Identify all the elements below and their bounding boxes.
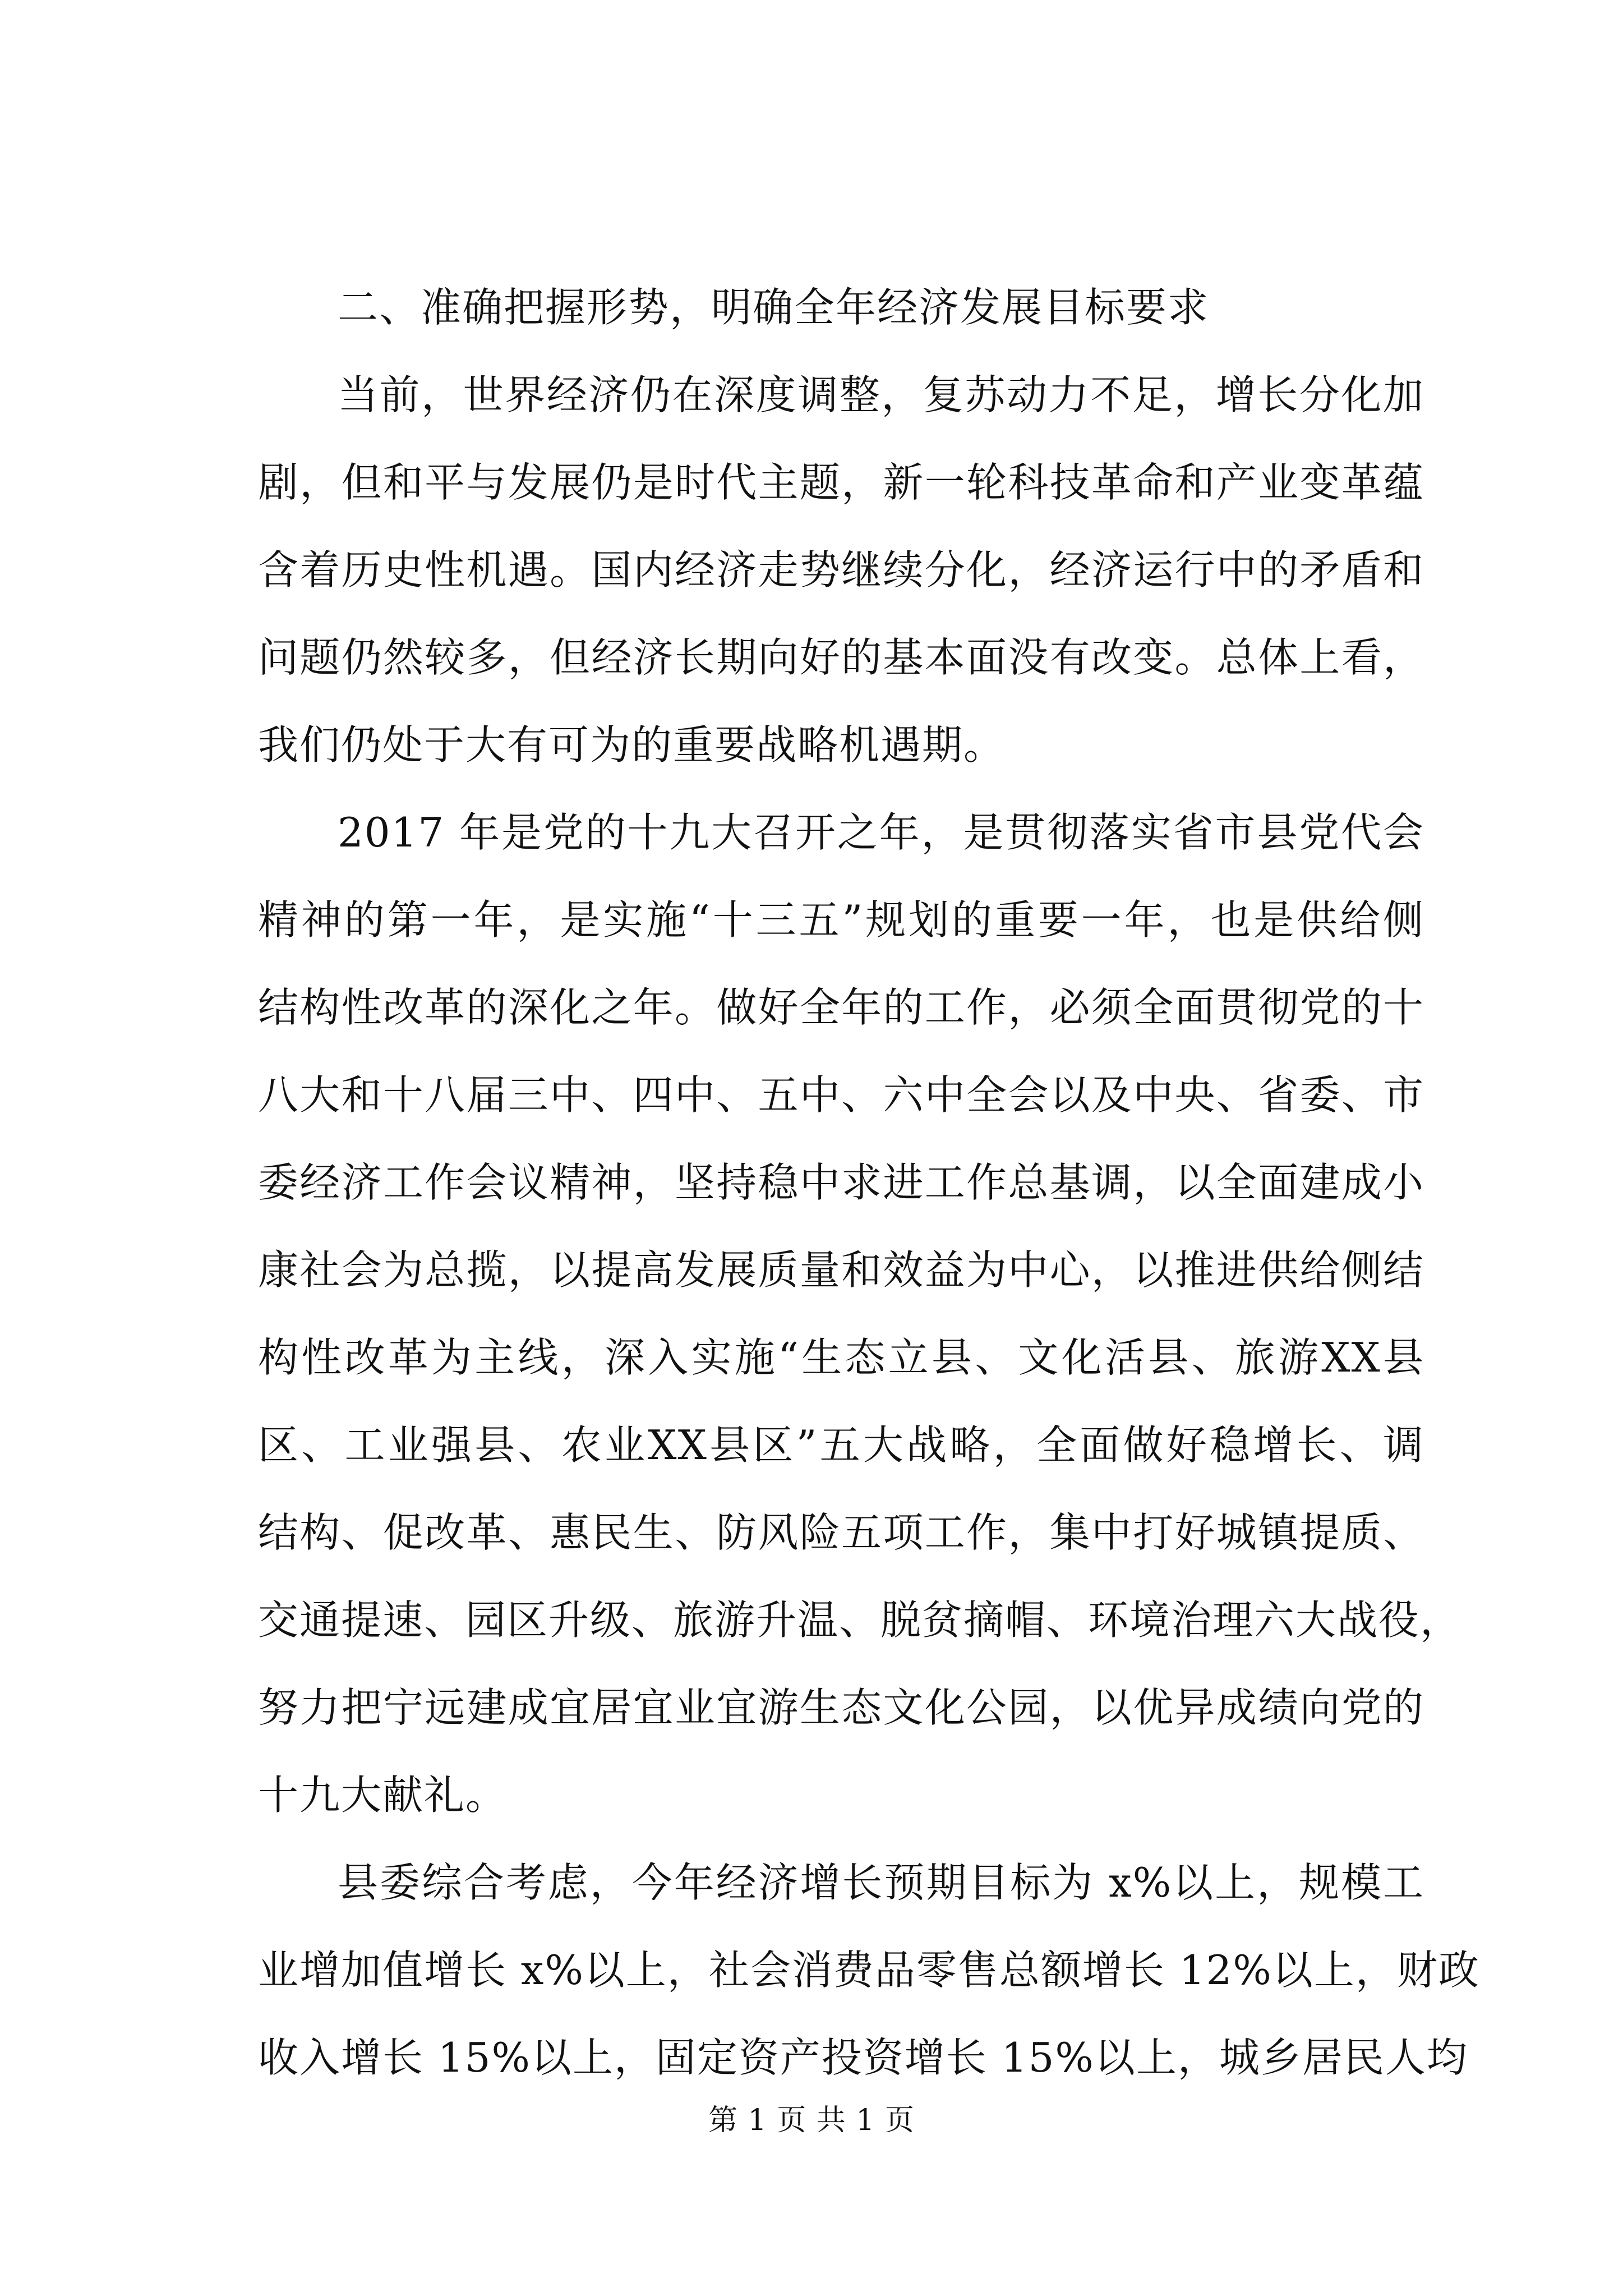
paragraph-line: 精神的第一年，是实施“十三五”规划的重要一年，也是供给侧 <box>258 896 1424 944</box>
paragraph-3 <box>258 1839 1480 2101</box>
paragraph-line: 努力把宁远建成宜居宜业宜游生态文化公园，以优异成绩向党的 <box>258 1684 1424 1731</box>
paragraph-line: 八大和十八届三中、四中、五中、六中全会以及中央、省委、市 <box>258 1071 1424 1119</box>
paragraph-line: 问题仍然较多，但经济长期向好的基本面没有改变。总体上看， <box>258 634 1424 681</box>
paragraph-line: 剧，但和平与发展仍是时代主题，新一轮科技革命和产业变革蕴 <box>258 459 1424 506</box>
paragraph-line: 含着历史性机遇。国内经济走势继续分化，经济运行中的矛盾和 <box>258 546 1424 593</box>
paragraph-line: 2017 年是党的十九大召开之年，是贯彻落实省市县党代会 <box>338 809 1424 856</box>
paragraph-line: 区、工业强县、农业XX县区”五大战略，全面做好稳增长、调 <box>258 1421 1424 1469</box>
paragraph-2 <box>258 789 1462 1839</box>
paragraph-line: 收入增长 15%以上，固定资产投资增长 15%以上，城乡居民人均 <box>258 2034 1468 2081</box>
paragraph-1 <box>258 351 1424 789</box>
paragraph-line: 结构性改革的深化之年。做好全年的工作，必须全面贯彻党的十 <box>258 984 1424 1031</box>
paragraph-line: 县委综合考虑，今年经济增长预期目标为 x%以上，规模工 <box>338 1859 1424 1906</box>
paragraph-line: 当前，世界经济仍在深度调整，复苏动力不足，增长分化加 <box>338 371 1424 418</box>
paragraph-line: 十九大献礼。 <box>258 1772 508 1819</box>
section-heading: 二、准确把握形势，明确全年经济发展目标要求 <box>338 284 1210 331</box>
paragraph-line: 业增加值增长 x%以上，社会消费品零售总额增长 12%以上，财政 <box>258 1947 1480 1994</box>
paragraph-line: 我们仍处于大有可为的重要战略机遇期。 <box>258 721 1006 769</box>
document-body <box>258 264 1480 2101</box>
paragraph-line: 康社会为总揽，以提高发展质量和效益为中心，以推进供给侧结 <box>258 1246 1424 1294</box>
paragraph-line: 结构、促改革、惠民生、防风险五项工作，集中打好城镇提质、 <box>258 1509 1424 1556</box>
page-footer: 第 1 页 共 1 页 <box>708 2104 915 2137</box>
paragraph-line: 交通提速、园区升级、旅游升温、脱贫摘帽、环境治理六大战役， <box>258 1596 1462 1644</box>
paragraph-line: 构性改革为主线，深入实施“生态立县、文化活县、旅游XX县 <box>258 1334 1424 1381</box>
paragraph-line: 委经济工作会议精神，坚持稳中求进工作总基调，以全面建成小 <box>258 1159 1424 1206</box>
